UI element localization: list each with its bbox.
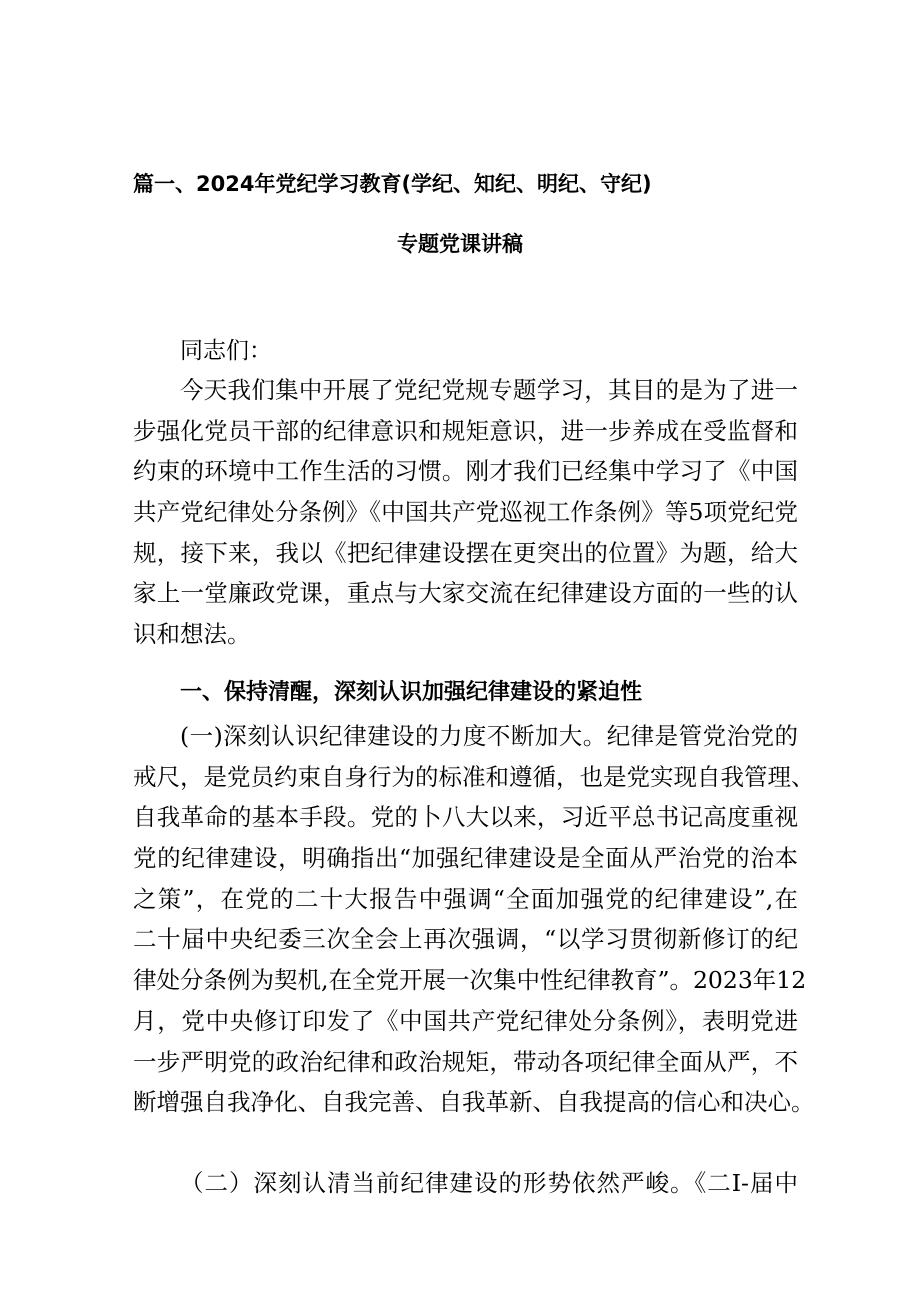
paragraph-line: 二十届中央纪委三次全会上再次强调，“以学习贯彻新修订的纪 — [133, 925, 798, 954]
paragraph-line: 断增强自我净化、自我完善、自我革新、自我提高的信心和决心。 — [133, 1088, 815, 1117]
paragraph-intro — [133, 370, 798, 655]
paragraph-line: 律处分条例为契机,在全党开展一次集中性纪律教育”。2023年12 — [133, 966, 807, 995]
paragraph-line: 约束的环境中工作生活的习惯。刚才我们已经集中学习了《中国 — [133, 457, 798, 486]
paragraph-line: 一步严明党的政治纪律和政治规矩，带动各项纪律全面从严，不 — [133, 1047, 798, 1076]
paragraph-line: 家上一堂廉政党课，重点与大家交流在纪律建设方面的一些的认 — [133, 579, 798, 608]
paragraph-line: 识和想法。 — [133, 620, 251, 649]
paragraph-line: (一)深刻认识纪律建设的力度不断加大。纪律是管党治党的 — [180, 722, 798, 750]
paragraph-line: 规，接下来，我以《把纪律建设摆在更突出的位置》为题，给大 — [133, 538, 798, 567]
salutation: 同志们： — [180, 338, 272, 364]
paragraph-line: 今天我们集中开展了党纪党规专题学习，其目的是为了进一 — [180, 376, 798, 404]
paragraph-line: 步强化党员干部的纪律意识和规矩意识，进一步养成在受监督和 — [133, 416, 798, 445]
paragraph-line: 戒尺，是党员约束自身行为的标准和遵循，也是党实现自我管理、 — [133, 762, 815, 791]
paragraph-line: 月，党中央修订印发了《中国共产党纪律处分条例》，表明党进 — [133, 1006, 798, 1035]
paragraph-line: 共产党纪律处分条例》《中国共产党巡视工作条例》等5项党纪党 — [133, 498, 798, 527]
document-title: 篇一、2024年党纪学习教育(学纪、知纪、明纪、守纪) — [133, 172, 652, 196]
paragraph-line: 自我革命的基本手段。党的卜八大以来，习近平总书记高度重视 — [133, 803, 798, 832]
paragraph-line: 之策”，在党的二十大报告中强调“全面加强党的纪律建设”,在 — [133, 884, 798, 913]
paragraph-section-1-2 — [133, 1163, 798, 1204]
document-subtitle: 专题党课讲稿 — [397, 232, 523, 256]
paragraph-line: （二）深刻认清当前纪律建设的形势依然严峻。《二I-届中 — [180, 1169, 798, 1197]
paragraph-section-1-1 — [133, 716, 815, 1123]
section-heading-1: 一、保持清醒，深刻认识加强纪律建设的紧迫性 — [180, 680, 643, 705]
paragraph-line: 党的纪律建设，明确指出“加强纪律建设是全面从严治党的治本 — [133, 844, 798, 873]
